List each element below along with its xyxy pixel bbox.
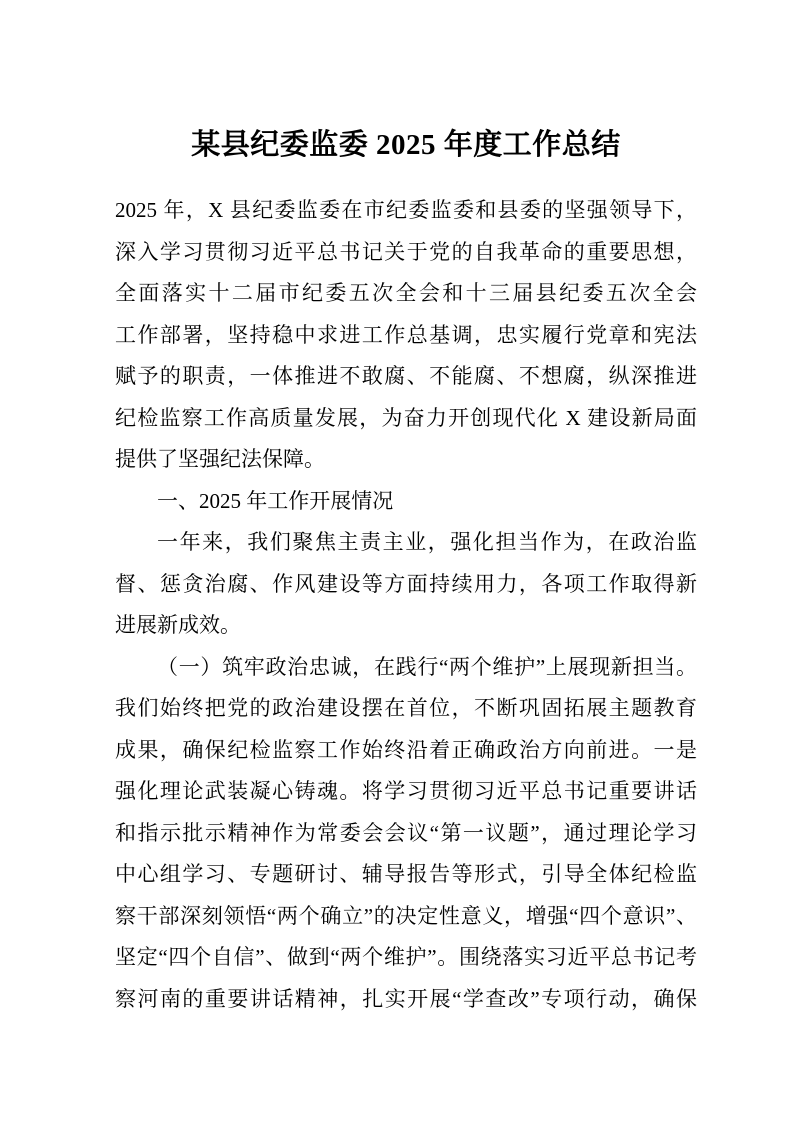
text-line: 察河南的重要讲话精神，扎实开展“学查改”专项行动，确保 bbox=[115, 986, 697, 1011]
text-line: 察干部深刻领悟“两个确立”的决定性意义，增强“四个意识”、 bbox=[115, 903, 697, 928]
text-line: 工作部署，坚持稳中求进工作总基调，忠实履行党章和宪法 bbox=[115, 322, 697, 347]
text-line: 中心组学习、专题研讨、辅导报告等形式，引导全体纪检监 bbox=[115, 862, 697, 886]
text-line: 全面落实十二届市纪委五次全会和十三届县纪委五次全会 bbox=[115, 281, 697, 305]
text-line: 督、惩贪治腐、作风建设等方面持续用力，各项工作取得新 bbox=[115, 571, 697, 596]
section-heading: 一、2025 年工作开展情况 bbox=[157, 488, 394, 513]
text-line: 和指示批示精神作为常委会会议“第一议题”，通过理论学习 bbox=[115, 820, 697, 845]
document-body bbox=[115, 190, 697, 1020]
text-line: 强化理论武装凝心铸魂。将学习贯彻习近平总书记重要讲话 bbox=[115, 779, 697, 803]
text-line: 纪检监察工作高质量发展，为奋力开创现代化 X 建设新局面 bbox=[115, 405, 697, 430]
text-line: （一）筑牢政治忠诚，在践行“两个维护”上展现新担当。 bbox=[157, 654, 697, 679]
text-line: 深入学习贯彻习近平总书记关于党的自我革命的重要思想， bbox=[115, 239, 697, 264]
text-line: 进展新成效。 bbox=[115, 613, 241, 637]
text-line: 成果，确保纪检监察工作始终沿着正确政治方向前进。一是 bbox=[115, 737, 697, 762]
text-line: 我们始终把党的政治建设摆在首位，不断巩固拓展主题教育 bbox=[115, 696, 697, 720]
text-line: 2025 年，X 县纪委监委在市纪委监委和县委的坚强领导下， bbox=[115, 198, 697, 222]
document-title: 某县纪委监委 2025 年度工作总结 bbox=[191, 129, 621, 161]
text-line: 坚定“四个自信”、做到“两个维护”。围绕落实习近平总书记考 bbox=[115, 945, 697, 969]
text-line: 提供了坚强纪法保障。 bbox=[115, 447, 325, 471]
text-line: 赋予的职责，一体推进不敢腐、不能腐、不想腐，纵深推进 bbox=[115, 364, 697, 388]
text-line: 一年来，我们聚焦主责主业，强化担当作为，在政治监 bbox=[157, 530, 697, 554]
